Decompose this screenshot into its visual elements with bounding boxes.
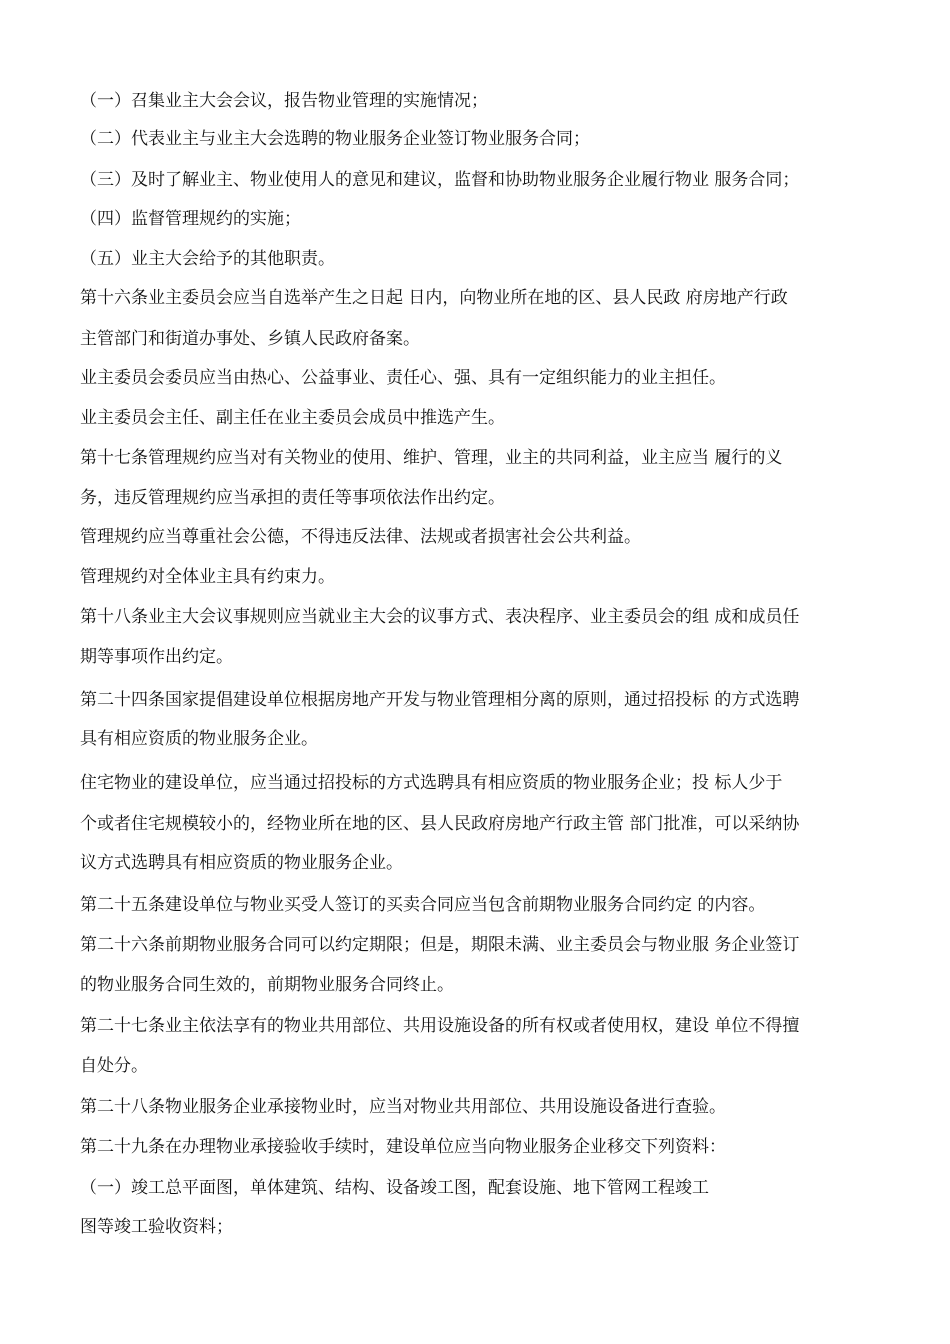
- text-line: 第二十九条在办理物业承接验收手续时，建设单位应当向物业服务企业移交下列资料：: [80, 1137, 726, 1157]
- text-line: 业主委员会主任、副主任在业主委员会成员中推选产生。: [80, 408, 505, 428]
- text-line: （一）召集业主大会会议，报告物业管理的实施情况；: [80, 91, 488, 111]
- text-line: 第二十七条业主依法享有的物业共用部位、共用设施设备的所有权或者使用权，建设 单位不得擅: [80, 1016, 800, 1036]
- text-line: 管理规约应当尊重社会公德，不得违反法律、法规或者损害社会公共利益。: [80, 527, 641, 547]
- text-line: 业主委员会委员应当由热心、公益事业、责任心、强、具有一定组织能力的业主担任。: [80, 368, 726, 388]
- text-line: 第二十四条国家提倡建设单位根据房地产开发与物业管理相分离的原则，通过招投标 的方式选聘: [80, 690, 800, 710]
- text-line: （四）监督管理规约的实施；: [80, 209, 301, 229]
- text-line: （二）代表业主与业主大会选聘的物业服务企业签订物业服务合同；: [80, 129, 590, 149]
- text-line: （一）竣工总平面图，单体建筑、结构、设备竣工图，配套设施、地下管网工程竣工: [80, 1178, 709, 1198]
- text-line: 第二十六条前期物业服务合同可以约定期限；但是，期限未满、业主委员会与物业服 务企业签订: [80, 935, 800, 955]
- text-line: 第二十五条建设单位与物业买受人签订的买卖合同应当包含前期物业服务合同约定 的内容。: [80, 895, 766, 915]
- text-line: 第十七条管理规约应当对有关物业的使用、维护、管理，业主的共同利益，业主应当 履行的义: [80, 448, 783, 468]
- text-line: 图等竣工验收资料；: [80, 1217, 233, 1237]
- text-line: 具有相应资质的物业服务企业。: [80, 729, 318, 749]
- text-line: 第十六条业主委员会应当自选举产生之日起 日内，向物业所在地的区、县人民政 府房地产行政: [80, 288, 788, 308]
- text-line: 议方式选聘具有相应资质的物业服务企业。: [80, 853, 403, 873]
- text-line: （三）及时了解业主、物业使用人的意见和建议，监督和协助物业服务企业履行物业 服务合同；: [80, 170, 800, 190]
- text-line: 个或者住宅规模较小的，经物业所在地的区、县人民政府房地产行政主管 部门批准，可以采纳协: [80, 814, 800, 834]
- text-line: 住宅物业的建设单位，应当通过招投标的方式选聘具有相应资质的物业服务企业；投 标人少于: [80, 773, 783, 793]
- text-line: 的物业服务合同生效的，前期物业服务合同终止。: [80, 975, 454, 995]
- text-line: 期等事项作出约定。: [80, 647, 233, 667]
- text-line: 务，违反管理规约应当承担的责任等事项依法作出约定。: [80, 488, 505, 508]
- text-line: 自处分。: [80, 1056, 148, 1076]
- text-line: 第二十八条物业服务企业承接物业时，应当对物业共用部位、共用设施设备进行查验。: [80, 1097, 726, 1117]
- text-line: （五）业主大会给予的其他职责。: [80, 249, 335, 269]
- text-line: 主管部门和街道办事处、乡镇人民政府备案。: [80, 329, 420, 349]
- text-line: 第十八条业主大会议事规则应当就业主大会的议事方式、表决程序、业主委员会的组 成和成员任: [80, 607, 800, 627]
- text-line: 管理规约对全体业主具有约束力。: [80, 567, 335, 587]
